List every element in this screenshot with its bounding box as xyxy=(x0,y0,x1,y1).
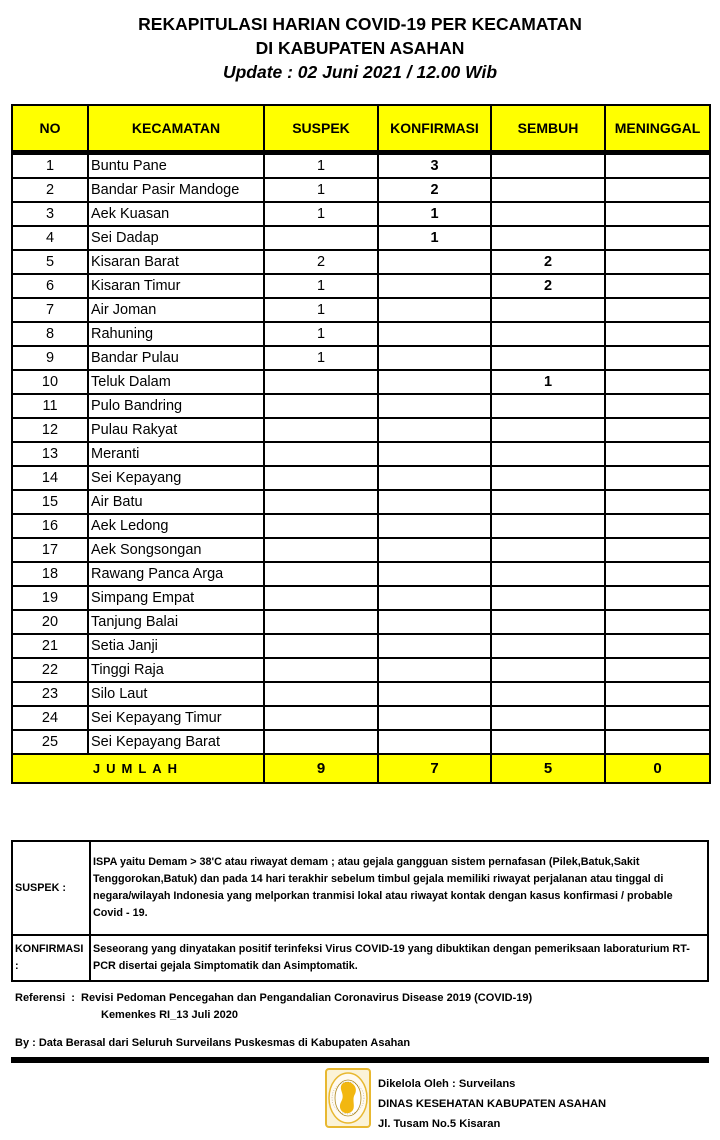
table-row xyxy=(12,730,710,754)
row-konfirmasi xyxy=(378,442,491,466)
row-sembuh: 2 xyxy=(491,274,605,298)
reference-line1: Referensi : Revisi Pedoman Pencegahan dan Pengandalian Coronavirus Disease 2019 (COVID-19) xyxy=(15,992,533,1004)
row-konfirmasi xyxy=(378,634,491,658)
table-row xyxy=(12,466,710,490)
row-suspek xyxy=(264,514,378,538)
row-kecamatan: Kisaran Barat xyxy=(88,250,264,274)
row-suspek xyxy=(264,490,378,514)
row-number: 11 xyxy=(12,394,88,418)
row-sembuh xyxy=(491,562,605,586)
row-meninggal xyxy=(605,153,710,179)
row-number: 20 xyxy=(12,610,88,634)
row-konfirmasi xyxy=(378,250,491,274)
row-kecamatan: Sei Kepayang xyxy=(88,466,264,490)
row-konfirmasi xyxy=(378,346,491,370)
report-subtitle: DI KABUPATEN ASAHAN xyxy=(255,38,465,58)
total-row xyxy=(12,754,710,783)
footer-agency: DINAS KESEHATAN KABUPATEN ASAHAN xyxy=(378,1098,607,1110)
table-row xyxy=(12,610,710,634)
row-number: 7 xyxy=(12,298,88,322)
total-label: JUMLAH xyxy=(12,754,264,783)
row-konfirmasi xyxy=(378,658,491,682)
row-konfirmasi xyxy=(378,466,491,490)
row-sembuh xyxy=(491,514,605,538)
row-konfirmasi xyxy=(378,514,491,538)
row-konfirmasi xyxy=(378,298,491,322)
row-kecamatan: Sei Kepayang Barat xyxy=(88,730,264,754)
table-row xyxy=(12,274,710,298)
row-kecamatan: Setia Janji xyxy=(88,634,264,658)
table-row xyxy=(12,682,710,706)
row-suspek xyxy=(264,610,378,634)
reference-line2: Kemenkes RI_13 Juli 2020 xyxy=(101,1009,238,1021)
row-suspek: 1 xyxy=(264,346,378,370)
row-sembuh xyxy=(491,610,605,634)
row-kecamatan: Pulo Bandring xyxy=(88,394,264,418)
row-suspek xyxy=(264,394,378,418)
row-suspek xyxy=(264,466,378,490)
row-konfirmasi xyxy=(378,490,491,514)
row-meninggal xyxy=(605,634,710,658)
row-meninggal xyxy=(605,490,710,514)
row-kecamatan: Pulau Rakyat xyxy=(88,418,264,442)
row-konfirmasi xyxy=(378,610,491,634)
row-suspek: 1 xyxy=(264,298,378,322)
definition-label: KONFIRMASI : xyxy=(12,935,90,981)
row-meninggal xyxy=(605,514,710,538)
row-suspek xyxy=(264,370,378,394)
table-row xyxy=(12,178,710,202)
row-suspek: 2 xyxy=(264,250,378,274)
row-number: 25 xyxy=(12,730,88,754)
row-number: 2 xyxy=(12,178,88,202)
row-sembuh xyxy=(491,490,605,514)
table-row xyxy=(12,562,710,586)
row-sembuh: 2 xyxy=(491,250,605,274)
row-number: 5 xyxy=(12,250,88,274)
table-row xyxy=(12,153,710,179)
table-row xyxy=(12,346,710,370)
row-sembuh xyxy=(491,322,605,346)
row-konfirmasi xyxy=(378,538,491,562)
table-row xyxy=(12,202,710,226)
table-row xyxy=(12,634,710,658)
table-row xyxy=(12,586,710,610)
total-meninggal: 0 xyxy=(605,754,710,783)
row-number: 9 xyxy=(12,346,88,370)
row-suspek: 1 xyxy=(264,178,378,202)
row-meninggal xyxy=(605,250,710,274)
row-kecamatan: Sei Kepayang Timur xyxy=(88,706,264,730)
row-suspek: 1 xyxy=(264,274,378,298)
divider xyxy=(11,1057,709,1063)
row-sembuh xyxy=(491,706,605,730)
row-meninggal xyxy=(605,370,710,394)
table-row xyxy=(12,490,710,514)
row-suspek: 1 xyxy=(264,202,378,226)
row-kecamatan: Tanjung Balai xyxy=(88,610,264,634)
row-number: 18 xyxy=(12,562,88,586)
row-number: 1 xyxy=(12,153,88,179)
row-number: 14 xyxy=(12,466,88,490)
row-kecamatan: Buntu Pane xyxy=(88,153,264,179)
row-meninggal xyxy=(605,394,710,418)
row-konfirmasi xyxy=(378,274,491,298)
row-konfirmasi xyxy=(378,706,491,730)
row-number: 22 xyxy=(12,658,88,682)
row-meninggal xyxy=(605,202,710,226)
row-konfirmasi xyxy=(378,562,491,586)
row-meninggal xyxy=(605,346,710,370)
row-sembuh xyxy=(491,346,605,370)
row-number: 24 xyxy=(12,706,88,730)
total-suspek: 9 xyxy=(264,754,378,783)
row-meninggal xyxy=(605,730,710,754)
column-header-meninggal: MENINGGAL xyxy=(605,105,710,153)
row-number: 4 xyxy=(12,226,88,250)
table-row xyxy=(12,514,710,538)
row-sembuh xyxy=(491,153,605,179)
row-sembuh xyxy=(491,538,605,562)
row-kecamatan: Kisaran Timur xyxy=(88,274,264,298)
row-konfirmasi xyxy=(378,418,491,442)
table-row xyxy=(12,250,710,274)
row-sembuh xyxy=(491,658,605,682)
table-header-row xyxy=(12,105,710,153)
row-suspek xyxy=(264,562,378,586)
total-sembuh: 5 xyxy=(491,754,605,783)
row-suspek xyxy=(264,226,378,250)
row-suspek xyxy=(264,682,378,706)
row-sembuh: 1 xyxy=(491,370,605,394)
footer-address: Jl. Tusam No.5 Kisaran xyxy=(378,1118,501,1130)
row-sembuh xyxy=(491,202,605,226)
row-konfirmasi xyxy=(378,682,491,706)
row-number: 23 xyxy=(12,682,88,706)
row-kecamatan: Meranti xyxy=(88,442,264,466)
row-meninggal xyxy=(605,538,710,562)
row-kecamatan: Tinggi Raja xyxy=(88,658,264,682)
row-suspek xyxy=(264,442,378,466)
row-number: 12 xyxy=(12,418,88,442)
report-title: REKAPITULASI HARIAN COVID-19 PER KECAMATAN xyxy=(138,14,582,34)
row-suspek: 1 xyxy=(264,322,378,346)
row-number: 19 xyxy=(12,586,88,610)
row-meninggal xyxy=(605,274,710,298)
table-row xyxy=(12,322,710,346)
row-meninggal xyxy=(605,466,710,490)
row-sembuh xyxy=(491,226,605,250)
row-kecamatan: Bandar Pasir Mandoge xyxy=(88,178,264,202)
row-kecamatan: Rawang Panca Arga xyxy=(88,562,264,586)
row-meninggal xyxy=(605,418,710,442)
row-kecamatan: Silo Laut xyxy=(88,682,264,706)
row-meninggal xyxy=(605,298,710,322)
row-suspek: 1 xyxy=(264,153,378,179)
row-meninggal xyxy=(605,442,710,466)
row-konfirmasi xyxy=(378,394,491,418)
row-konfirmasi: 1 xyxy=(378,202,491,226)
definition-text: ISPA yaitu Demam > 38'C atau riwayat demam ; atau gejala gangguan sistem pernafasan (Pilek,Batuk,Sakit Tenggorokan,Batuk) dan pada 14 hari terakhir sebelum timbul gejala memiliki riwayat perjalanan atau tinggal di negara/wilayah Indonesia yang melporkan tranmisi lokal atau riwayat kontak dengan kasus konfirmasi / probable Covid - 19. xyxy=(90,841,708,935)
row-meninggal xyxy=(605,682,710,706)
row-number: 16 xyxy=(12,514,88,538)
row-number: 8 xyxy=(12,322,88,346)
row-kecamatan: Air Joman xyxy=(88,298,264,322)
row-meninggal xyxy=(605,178,710,202)
row-meninggal xyxy=(605,658,710,682)
row-konfirmasi: 3 xyxy=(378,153,491,179)
definition-label: SUSPEK : xyxy=(12,841,90,935)
row-sembuh xyxy=(491,730,605,754)
total-konfirmasi: 7 xyxy=(378,754,491,783)
row-suspek xyxy=(264,418,378,442)
row-kecamatan: Teluk Dalam xyxy=(88,370,264,394)
table-row xyxy=(12,394,710,418)
table-row xyxy=(12,658,710,682)
row-konfirmasi xyxy=(378,586,491,610)
row-meninggal xyxy=(605,586,710,610)
row-suspek xyxy=(264,730,378,754)
table-row xyxy=(12,370,710,394)
row-suspek xyxy=(264,586,378,610)
row-konfirmasi xyxy=(378,322,491,346)
row-konfirmasi xyxy=(378,730,491,754)
row-meninggal xyxy=(605,562,710,586)
row-number: 3 xyxy=(12,202,88,226)
row-kecamatan: Simpang Empat xyxy=(88,586,264,610)
row-kecamatan: Aek Ledong xyxy=(88,514,264,538)
row-number: 15 xyxy=(12,490,88,514)
table-row xyxy=(12,418,710,442)
surveilans-epidemiologi-logo xyxy=(325,1068,371,1128)
update-timestamp: Update : 02 Juni 2021 / 12.00 Wib xyxy=(222,62,498,82)
row-meninggal xyxy=(605,706,710,730)
data-source-note: By : Data Berasal dari Seluruh Surveilans Puskesmas di Kabupaten Asahan xyxy=(15,1037,411,1049)
reference-note xyxy=(15,990,532,1024)
row-suspek xyxy=(264,706,378,730)
definition-suspek xyxy=(12,841,708,935)
row-kecamatan: Bandar Pulau xyxy=(88,346,264,370)
row-suspek xyxy=(264,658,378,682)
row-number: 21 xyxy=(12,634,88,658)
row-number: 17 xyxy=(12,538,88,562)
row-number: 13 xyxy=(12,442,88,466)
row-sembuh xyxy=(491,586,605,610)
row-sembuh xyxy=(491,298,605,322)
row-meninggal xyxy=(605,610,710,634)
table-row xyxy=(12,298,710,322)
row-kecamatan: Aek Songsongan xyxy=(88,538,264,562)
row-konfirmasi xyxy=(378,370,491,394)
row-sembuh xyxy=(491,394,605,418)
row-number: 10 xyxy=(12,370,88,394)
table-row xyxy=(12,538,710,562)
table-row xyxy=(12,226,710,250)
definitions-table xyxy=(11,840,709,982)
row-kecamatan: Air Batu xyxy=(88,490,264,514)
footer-managed-by: Dikelola Oleh : Surveilans xyxy=(378,1078,516,1090)
table-row xyxy=(12,442,710,466)
row-suspek xyxy=(264,538,378,562)
table-row xyxy=(12,706,710,730)
column-header-sembuh: SEMBUH xyxy=(491,105,605,153)
row-sembuh xyxy=(491,178,605,202)
row-kecamatan: Aek Kuasan xyxy=(88,202,264,226)
row-sembuh xyxy=(491,466,605,490)
row-sembuh xyxy=(491,682,605,706)
row-meninggal xyxy=(605,226,710,250)
row-kecamatan: Rahuning xyxy=(88,322,264,346)
row-meninggal xyxy=(605,322,710,346)
column-header-konfirmasi: KONFIRMASI xyxy=(378,105,491,153)
column-header-no: NO xyxy=(12,105,88,153)
definition-konfirmasi xyxy=(12,935,708,981)
row-konfirmasi: 1 xyxy=(378,226,491,250)
row-number: 6 xyxy=(12,274,88,298)
row-sembuh xyxy=(491,442,605,466)
definition-text: Seseorang yang dinyatakan positif terinfeksi Virus COVID-19 yang dibuktikan dengan pemeriksaan laboraturium RT-PCR disertai gejala Simptomatik dan Asimptomatik. xyxy=(90,935,708,981)
row-suspek xyxy=(264,634,378,658)
column-header-kecamatan: KECAMATAN xyxy=(88,105,264,153)
recap-table xyxy=(11,104,711,784)
column-header-suspek: SUSPEK xyxy=(264,105,378,153)
row-sembuh xyxy=(491,634,605,658)
row-konfirmasi: 2 xyxy=(378,178,491,202)
row-kecamatan: Sei Dadap xyxy=(88,226,264,250)
row-sembuh xyxy=(491,418,605,442)
